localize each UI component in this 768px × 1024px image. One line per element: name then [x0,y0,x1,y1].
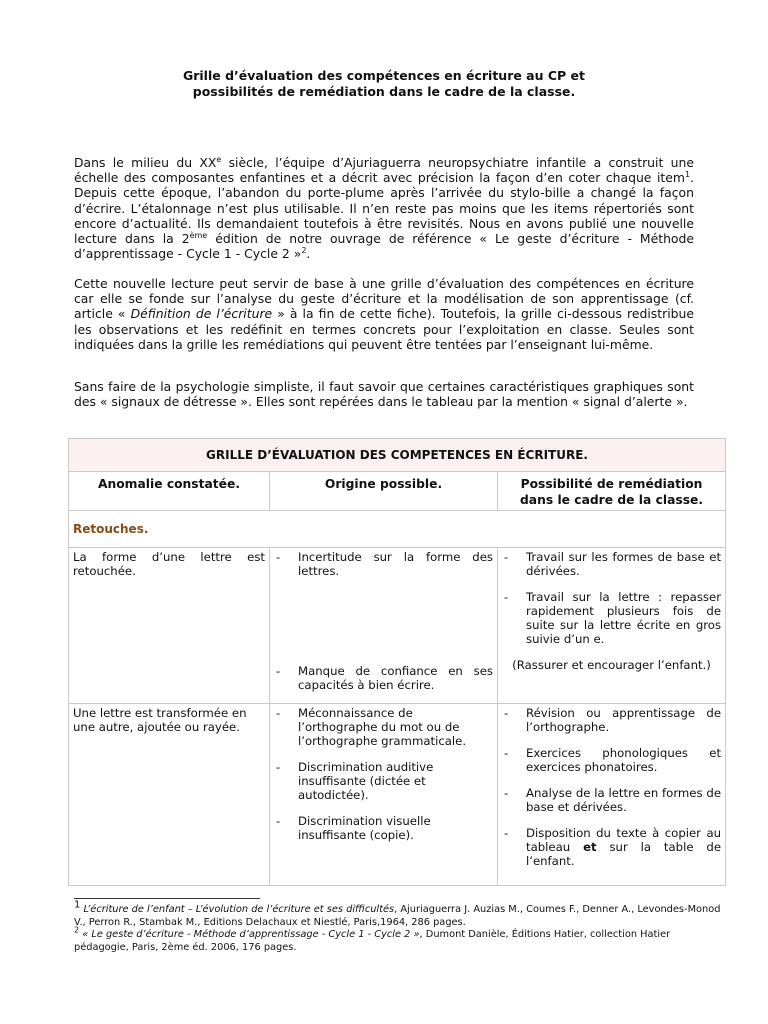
header-remediation-line-1: Possibilité de remédiation [520,477,703,491]
list-item: - Travail sur la lettre : repasser rapidement plusieurs fois de suite sur la lettre écrite en gros suivie d’un e. [502,590,721,646]
remediation-list [498,704,725,868]
page-title [120,68,648,100]
origin-list [270,548,497,692]
emphasis: et [583,840,597,854]
list-item: - Révision ou apprentissage de l’orthographe. [502,706,721,734]
list-item: - Exercices phonologiques et exercices phonatoires. [502,746,721,774]
table-row [69,548,726,704]
list-item: - Discrimination visuelle insuffisante (copie). [274,814,493,842]
list-item: - Manque de confiance en ses capacités à bien écrire. [274,664,493,692]
footnote-number: 1 [74,899,81,911]
text-span: . [306,246,311,262]
superscript: ème [189,230,208,240]
intro-paragraph-2 [74,276,694,352]
intro-paragraph-1 [74,155,694,261]
section-label: Retouches. [73,522,149,536]
list-item: - Travail sur les formes de base et dérivées. [502,550,721,578]
footnote-text: , Dumont Danièle, Éditions Hatier, collection Hatier pédagogie, Paris, 2ème éd. 2006, 176 pages. [74,929,671,953]
anomaly-cell [69,548,270,704]
footnote-2 [74,925,724,954]
header-remediation-line-2: dans le cadre de la classe. [519,493,704,507]
footnote-text: , Ajuriaguerra J. Auzias M., Coumes F., Denner A., Levondes-Monod V., Perron R., Stambak M., Editions Delachaux et Niestlé, Paris,1964, 286 pages. [74,904,721,928]
title-line-1: Grille d’évaluation des compétences en écriture au CP et [182,68,586,83]
header-anomaly: Anomalie constatée. [69,472,270,511]
article-reference: Définition de l’écriture [130,306,273,322]
footnote-ref-1[interactable]: 1 [684,170,691,180]
grid-title: GRILLE D’ÉVALUATION DES COMPETENCES EN ÉCRITURE. [69,439,726,472]
text-span: édition de notre ouvrage de référence « Le geste d’écriture - Méthode d’apprentissage - Cycle 1 - Cycle 2 » [74,231,694,262]
remediation-cell [498,704,726,886]
header-remediation [498,472,726,511]
origin-cell [270,704,498,886]
superscript: e [216,154,222,164]
list-item [502,826,721,868]
anomaly-cell [69,704,270,886]
remediation-cell [498,548,726,704]
footnote-divider [74,898,260,899]
footnotes [74,899,724,954]
origin-cell [270,548,498,704]
footnote-title: « Le geste d’écriture - Méthode d’apprentissage - Cycle 1 - Cycle 2 » [79,929,420,940]
list-item: - Incertitude sur la forme des lettres. [274,550,493,578]
text-span: Cette nouvelle lecture peut servir de base à une grille d’évaluation des compétences en écriture car elle se fonde sur l’analyse du geste d’écriture et la modélisation de son apprentissage (cf. article « [74,276,694,322]
header-origin: Origine possible. [270,472,498,511]
text-span: siècle, l’équipe d’Ajuriaguerra neuropsychiatre infantile a construit une échelle des composantes enfantines et a décrit avec précision la façon d’en coter chaque item [74,155,694,186]
intro-paragraph-3: Sans faire de la psychologie simpliste, il faut savoir que certaines caractéristiques graphiques sont des « signaux de détresse ». Elles sont repérées dans le tableau par la mention « signal d’alerte ». [74,379,694,410]
title-line-2: possibilités de remédiation dans le cadre de la classe. [192,84,576,99]
list-item: - Méconnaissance de l’orthographe du mot ou de l’orthographe grammaticale. [274,706,493,748]
section-retouches [69,511,726,548]
table-row [69,704,726,886]
text-span: » à la fin de cette fiche). Toutefois, la grille ci-dessous redistribue les observations et les redéfinit en termes concrets pour l’exploitation en classe. Seules sont indiquées dans la grille les remédiations qui peuvent être tentées par l’enseignant lui-même. [74,306,694,352]
text-span: sur la table de l’enfant. [526,840,722,868]
evaluation-grid [68,438,726,886]
footnote-ref-2[interactable]: 2 [301,246,307,256]
list-item: - Analyse de la lettre en formes de base et dérivées. [502,786,721,814]
list-item: - Discrimination auditive insuffisante (dictée et autodictée). [274,760,493,802]
remediation-list [498,548,725,646]
footnote-number: 2 [74,925,80,935]
anomaly-text: Une lettre est transformée en une autre, ajoutée ou rayée. [73,706,247,734]
remediation-note: (Rassurer et encourager l’enfant.) [512,658,711,672]
text-span: Disposition du texte à copier au tableau [526,826,722,854]
anomaly-text: La forme d’une lettre est retouchée. [73,550,265,578]
footnote-title: L’écriture de l’enfant – L’évolution de l’écriture et ses difficultés [80,904,395,915]
origin-list [270,704,497,842]
footnote-1 [74,899,724,929]
text-span: . Depuis cette époque, l’abandon du porte-plume après l’arrivée du stylo-bille a changé la façon d’écrire. L’étalonnage n’est plus utilisable. Il n’en reste pas moins que les items répertoriés sont encore d’actualité. Ils demandaient toutefois à être revisités. Nous en avons publié une nouvelle lecture dans la 2 [74,170,694,247]
text-span: Dans le milieu du XX [74,155,217,170]
